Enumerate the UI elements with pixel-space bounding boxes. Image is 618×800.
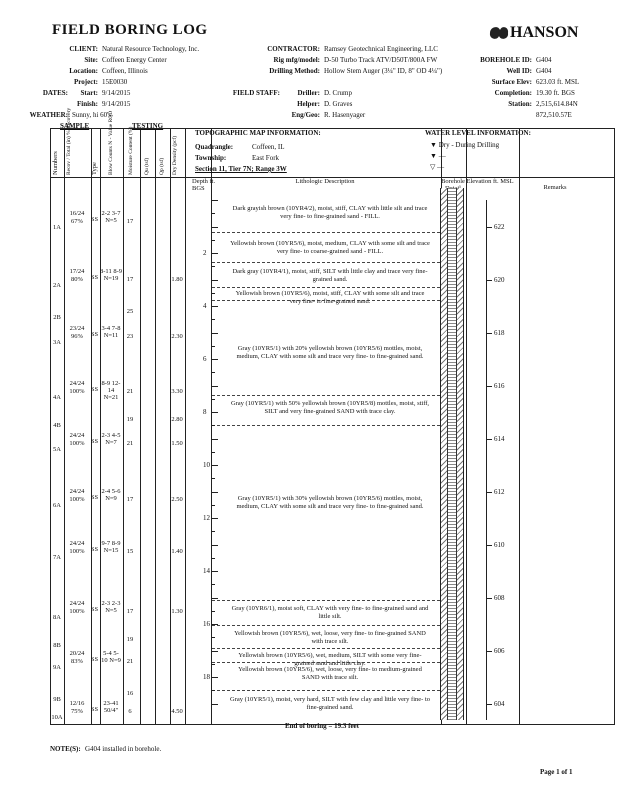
depth-tick-label: 14 (203, 567, 210, 575)
sample-number: 4A (53, 394, 61, 401)
client-value: Natural Resource Technology, Inc. (102, 45, 200, 53)
water-level-1-text: Dry - During Drilling (438, 141, 500, 149)
lithology-description: Yellowish brown (10YR5/6), wet, loose, very fine- to fine-grained SAND with trace silt. (234, 630, 426, 645)
depth-tick (212, 637, 215, 638)
elevation-tick-label: 614 (494, 435, 505, 444)
sample-recovery-pct: 100% (69, 440, 85, 447)
water-level-2 (430, 152, 446, 160)
depth-tick (212, 319, 215, 320)
sample-moisture: 16 (126, 690, 134, 697)
depth-tick-label: 4 (203, 302, 207, 310)
eng-geo-value: R. Hasenyager (324, 111, 366, 119)
client-label: CLIENT: (69, 45, 98, 53)
elevation-tick-label: 604 (494, 700, 505, 709)
sample-recovery-pct: 67% (71, 218, 83, 225)
sample-moisture: 17 (126, 496, 134, 503)
water-level-title: WATER LEVEL INFORMATION: (425, 129, 531, 137)
sample-recovery: 23/24 (69, 325, 85, 332)
sample-header: SAMPLE (60, 122, 90, 130)
elevation-tick-label: 612 (494, 488, 505, 497)
elevation-tick-label: 608 (494, 594, 505, 603)
sample-recovery-pct: 100% (69, 496, 85, 503)
sample-blow-counts: 2-3 2-3 N=5 (101, 600, 121, 614)
lithology-description: Gray (10YR5/1), moist, very hard, SILT with few clay and little very fine- to fine-grained sand. (230, 696, 431, 711)
depth-tick (212, 465, 218, 466)
dates-label: DATES: (42, 89, 68, 97)
station-label: Station: (508, 100, 532, 108)
depth-tick (212, 439, 218, 440)
start-label: Start: (80, 89, 98, 97)
sample-blow-counts: 2-4 5-6 N=9 (101, 488, 121, 502)
col-dry-density: Dry Density (pcf) (172, 135, 178, 175)
sample-moisture: 19 (126, 416, 134, 423)
sample-moisture: 21 (126, 658, 134, 665)
rig-value: D-50 Turbo Track ATV/D50T/800A FW (324, 56, 438, 64)
col-numbers: Numbers (52, 151, 59, 175)
depth-tick (212, 531, 215, 532)
helper-label: Helper: (297, 100, 320, 108)
sample-number: 5A (53, 446, 61, 453)
completion-value: 19.30 ft. BGS (536, 89, 575, 97)
unit-boundary-line (212, 262, 440, 263)
depth-tick (212, 704, 218, 705)
logo-icon (488, 24, 510, 42)
col-borehole: Borehole (441, 178, 465, 185)
topo-title: TOPOGRAPHIC MAP INFORMATION: (195, 129, 321, 137)
location-label: Location: (69, 67, 98, 75)
sample-moisture: 25 (126, 308, 134, 315)
depth-tick (212, 372, 215, 373)
sample-number: 2A (53, 282, 61, 289)
eng-geo-label: Eng/Geo: (291, 111, 320, 119)
depth-tick-label: 18 (203, 673, 210, 681)
section-tier-range: Section 11, Tier 7N; Range 3W (195, 165, 287, 173)
township-label: Township: (195, 154, 227, 162)
elevation-tick-label: 606 (494, 647, 505, 656)
project-value: 15E0030 (102, 78, 128, 86)
depth-tick (212, 598, 218, 599)
sample-type: SS (90, 274, 99, 281)
sample-recovery: 24/24 (69, 432, 85, 439)
company-logo (488, 24, 578, 42)
sample-blow-counts: 2-2 3-7 N=5 (101, 210, 121, 224)
well-screen-graphic (447, 188, 457, 720)
lithology-description: Dark gray (10YR4/1), moist, stiff, SILT with little clay and trace very fine-grained sand. (232, 268, 428, 283)
depth-tick (212, 518, 218, 519)
finish-value: 9/14/2015 (102, 100, 131, 108)
driller-value: D. Crump (324, 89, 352, 97)
depth-tick (212, 227, 218, 228)
unit-boundary-line (212, 662, 440, 663)
depth-tick-label: 10 (203, 461, 210, 469)
sample-recovery-pct: 83% (71, 658, 83, 665)
sample-qp: 2.30 (171, 333, 183, 340)
depth-tick-label: 12 (203, 514, 210, 522)
borehole-id-label: BOREHOLE ID: (480, 56, 532, 64)
sample-qp: 4.50 (171, 708, 183, 715)
unit-boundary-line (212, 425, 440, 426)
sample-qp: 1.40 (171, 548, 183, 555)
site-label: Site: (84, 56, 98, 64)
depth-tick (212, 584, 215, 585)
sample-number: 7A (53, 554, 61, 561)
depth-tick (212, 346, 215, 347)
sample-moisture: 15 (126, 548, 134, 555)
site-value: Coffeen Energy Center (102, 56, 167, 64)
helper-value: D. Graves (324, 100, 353, 108)
sample-moisture: 6 (128, 708, 132, 715)
col-type: Type (91, 162, 98, 175)
col-depth: Depth ft. BGS (192, 178, 216, 192)
depth-tick (212, 240, 215, 241)
sample-moisture: 17 (126, 608, 134, 615)
sample-recovery: 24/24 (69, 380, 85, 387)
contractor-label: CONTRACTOR: (267, 45, 320, 53)
sample-type: SS (90, 438, 99, 445)
elevation-tick-label: 620 (494, 276, 505, 285)
sample-number: 1A (53, 224, 61, 231)
page-title: FIELD BORING LOG (52, 22, 208, 38)
lithology-description: Yellowish brown (10YR5/6), moist, medium, CLAY with some silt and trace very fine- to coarse-grained sand - FILL. (230, 240, 430, 255)
unit-boundary-line (212, 625, 440, 626)
depth-tick (212, 425, 215, 426)
sample-blow-counts: 23-41 50/4" (103, 700, 119, 714)
sample-qp: 2.50 (171, 496, 183, 503)
sample-number: 8B (53, 642, 61, 649)
sample-moisture: 17 (126, 218, 134, 225)
depth-tick (212, 280, 218, 281)
project-label: Project: (74, 78, 98, 86)
page-number: Page 1 of 1 (540, 768, 573, 776)
lithology-description: Gray (10YR5/1) with 20% yellowish brown (10YR5/6) mottles, moist, medium, CLAY with some silt and trace very fine- to fine-grained sand. (236, 345, 424, 360)
weather-label: WEATHER: (29, 111, 68, 119)
unit-boundary-line (212, 395, 440, 396)
lithology-description: Gray (10YR5/1) with 30% yellowish brown (10YR5/6) mottles, moist, medium, CLAY with some silt and trace very fine- to fine-grained sand. (236, 495, 424, 510)
sample-number: 3A (53, 339, 61, 346)
elevation-tick-label: 616 (494, 382, 505, 391)
sample-qp: 2.80 (171, 416, 183, 423)
sample-qp: 1.80 (171, 276, 183, 283)
depth-tick (212, 200, 218, 201)
sample-number: 2B (53, 314, 61, 321)
unit-boundary-line (212, 648, 440, 649)
sample-type: SS (90, 656, 99, 663)
depth-tick (212, 505, 215, 506)
quadrangle-label: Quadrangle: (195, 143, 234, 151)
lithology-description: Yellowish brown (10YR5/6), wet, medium, SILT with some very fine-grained sand and little clay. (238, 652, 422, 667)
sample-qp: 1.50 (171, 440, 183, 447)
sample-recovery-pct: 96% (71, 333, 83, 340)
surface-elev-value: 623.03 ft. MSL (536, 78, 580, 86)
water-triangle-icon: ▽ (430, 163, 436, 171)
depth-tick (212, 492, 218, 493)
col-lithology: Lithologic Description (295, 178, 355, 185)
sample-recovery: 20/24 (69, 650, 85, 657)
unit-boundary-line (212, 690, 440, 691)
station-easting: 872,510.57E (536, 111, 572, 119)
sample-number: 6A (53, 502, 61, 509)
sample-moisture: 17 (126, 276, 134, 283)
sample-recovery: 24/24 (69, 488, 85, 495)
sample-recovery: 12/16 (69, 700, 85, 707)
unit-boundary-line (212, 287, 440, 288)
sample-blow-counts: 8-11 8-9 N=19 (100, 268, 122, 282)
depth-tick (212, 359, 218, 360)
depth-tick (212, 399, 215, 400)
depth-tick (212, 624, 218, 625)
lithology-description: Gray (10YR6/1), moist soft, CLAY with very fine- to fine-grained sand and little silt. (231, 605, 429, 620)
sample-recovery-pct: 100% (69, 608, 85, 615)
sample-number: 9B (53, 696, 61, 703)
depth-tick (212, 571, 218, 572)
water-level-1 (430, 141, 499, 149)
well-id-label: Well ID: (506, 67, 532, 75)
lithology-description: Gray (10YR5/1) with 50% yellowish brown (10YR5/8) mottles, moist, stiff, SILT and very fine-grained SAND with trace clay. (230, 400, 430, 415)
col-remarks: Remarks (543, 184, 567, 191)
col-qp: Qp (tsf) (159, 157, 165, 175)
elevation-tick-label: 618 (494, 329, 505, 338)
notes-label: NOTE(S): (50, 745, 81, 753)
col-blow-counts: Blow Counts N - Value RQD (108, 110, 114, 175)
depth-tick-label: 2 (203, 249, 207, 257)
sample-qp: 1.30 (171, 608, 183, 615)
lithology-description: Dark grayish brown (10YR4/2), moist, stiff, CLAY with little silt and trace very fine- to fine-grained sand - FILL. (232, 205, 428, 220)
sample-type: SS (90, 386, 99, 393)
depth-tick (212, 452, 215, 453)
sample-type: SS (90, 216, 99, 223)
township-value: East Fork (252, 154, 280, 162)
depth-tick (212, 690, 215, 691)
well-id-value: G404 (536, 67, 552, 75)
depth-tick-label: 8 (203, 408, 207, 416)
sample-type: SS (90, 546, 99, 553)
depth-tick (212, 333, 218, 334)
sample-moisture: 21 (126, 440, 134, 447)
lithology-description: Yellowish brown (10YR5/6), moist, stiff, CLAY with some silt and trace very fine- to fine-grained sand. (235, 290, 425, 305)
depth-tick (212, 545, 218, 546)
depth-tick-label: 6 (203, 355, 207, 363)
sample-recovery: 16/24 (69, 210, 85, 217)
sample-recovery-pct: 100% (69, 548, 85, 555)
water-triangle-icon: ▼ (430, 141, 437, 149)
finish-label: Finish: (76, 100, 98, 108)
sample-blow-counts: 2-3 4-5 N=7 (101, 432, 121, 446)
sample-blow-counts: 3-4 7-8 N=11 (101, 325, 121, 339)
testing-header: TESTING (132, 122, 164, 130)
depth-tick (212, 306, 218, 307)
sample-type: SS (90, 706, 99, 713)
quadrangle-value: Coffeen, IL (252, 143, 285, 151)
depth-tick (212, 412, 218, 413)
sample-type: SS (90, 331, 99, 338)
station-value: 2,515,614.84N (536, 100, 578, 108)
sample-qp: 3.30 (171, 388, 183, 395)
lithology-description: Yellowish brown (10YR5/6), wet, loose, very fine- to medium-grained SAND with trace silt. (238, 666, 422, 681)
col-elevation: Elevation ft. MSL (466, 178, 514, 185)
sample-recovery-pct: 80% (71, 276, 83, 283)
depth-tick (212, 664, 215, 665)
drilling-value: Hollow Stem Auger (3¼" ID, 8" OD 4¼") (324, 67, 443, 75)
water-level-2-text: — (438, 152, 446, 160)
depth-tick (212, 266, 215, 267)
sample-type: SS (90, 494, 99, 501)
sample-recovery: 17/24 (69, 268, 85, 275)
completion-label: Completion: (494, 89, 532, 97)
surface-elev-label: Surface Elev: (491, 78, 532, 86)
end-of-boring: End of boring = 19.3 feet (285, 722, 359, 730)
unit-boundary-line (212, 300, 440, 301)
unit-boundary-line (212, 600, 440, 601)
sample-recovery-pct: 100% (69, 388, 85, 395)
start-value: 9/14/2015 (102, 89, 131, 97)
location-value: Coffeen, Illinois (102, 67, 148, 75)
unit-boundary-line (212, 232, 440, 233)
elevation-tick-label: 610 (494, 541, 505, 550)
sample-type: SS (90, 606, 99, 613)
depth-tick (212, 611, 215, 612)
sample-number: 4B (53, 422, 61, 429)
contractor-value: Ramsey Geotechnical Engineering, LLC (324, 45, 438, 53)
field-staff-label: FIELD STAFF: (232, 89, 280, 97)
depth-tick (212, 478, 215, 479)
depth-tick (212, 558, 215, 559)
sample-moisture: 23 (126, 333, 134, 340)
sample-recovery: 24/24 (69, 600, 85, 607)
rig-label: Rig mfg/model: (273, 56, 320, 64)
notes-value: G404 installed in borehole. (85, 745, 162, 753)
water-level-3-text: — (437, 163, 445, 171)
col-recovery: Recov / Total (in) % Recovery (66, 107, 72, 175)
depth-tick (212, 677, 218, 678)
weather-value: Sunny, hi 60's (72, 111, 112, 119)
sample-moisture: 19 (126, 636, 134, 643)
sample-recovery: 24/24 (69, 540, 85, 547)
sample-blow-counts: 8-9 12-14 N=21 (101, 380, 121, 401)
driller-label: Driller: (297, 89, 320, 97)
depth-tick (212, 651, 218, 652)
company-name: HANSON (510, 24, 579, 41)
depth-tick (212, 293, 215, 294)
depth-tick (212, 386, 218, 387)
water-level-3 (430, 163, 444, 171)
depth-tick (212, 253, 218, 254)
sample-recovery-pct: 75% (71, 708, 83, 715)
elevation-axis (486, 200, 487, 720)
sample-blow-counts: 5-4 5-10 N=9 (101, 650, 121, 664)
sample-number: 10A (51, 714, 63, 721)
drilling-label: Drilling Method: (269, 67, 320, 75)
sample-blow-counts: 9-7 8-9 N=15 (101, 540, 121, 554)
water-triangle-icon: ▼ (430, 152, 437, 160)
col-qu: Qu (tsf) (144, 157, 150, 175)
sample-number: 8A (53, 614, 61, 621)
elevation-tick-label: 622 (494, 223, 505, 232)
depth-tick-label: 16 (203, 620, 210, 628)
sample-number: 9A (53, 664, 61, 671)
col-moisture: Moisture Content (%) (128, 126, 134, 175)
depth-tick (212, 213, 215, 214)
borehole-id-value: G404 (536, 56, 552, 64)
sample-moisture: 21 (126, 388, 134, 395)
